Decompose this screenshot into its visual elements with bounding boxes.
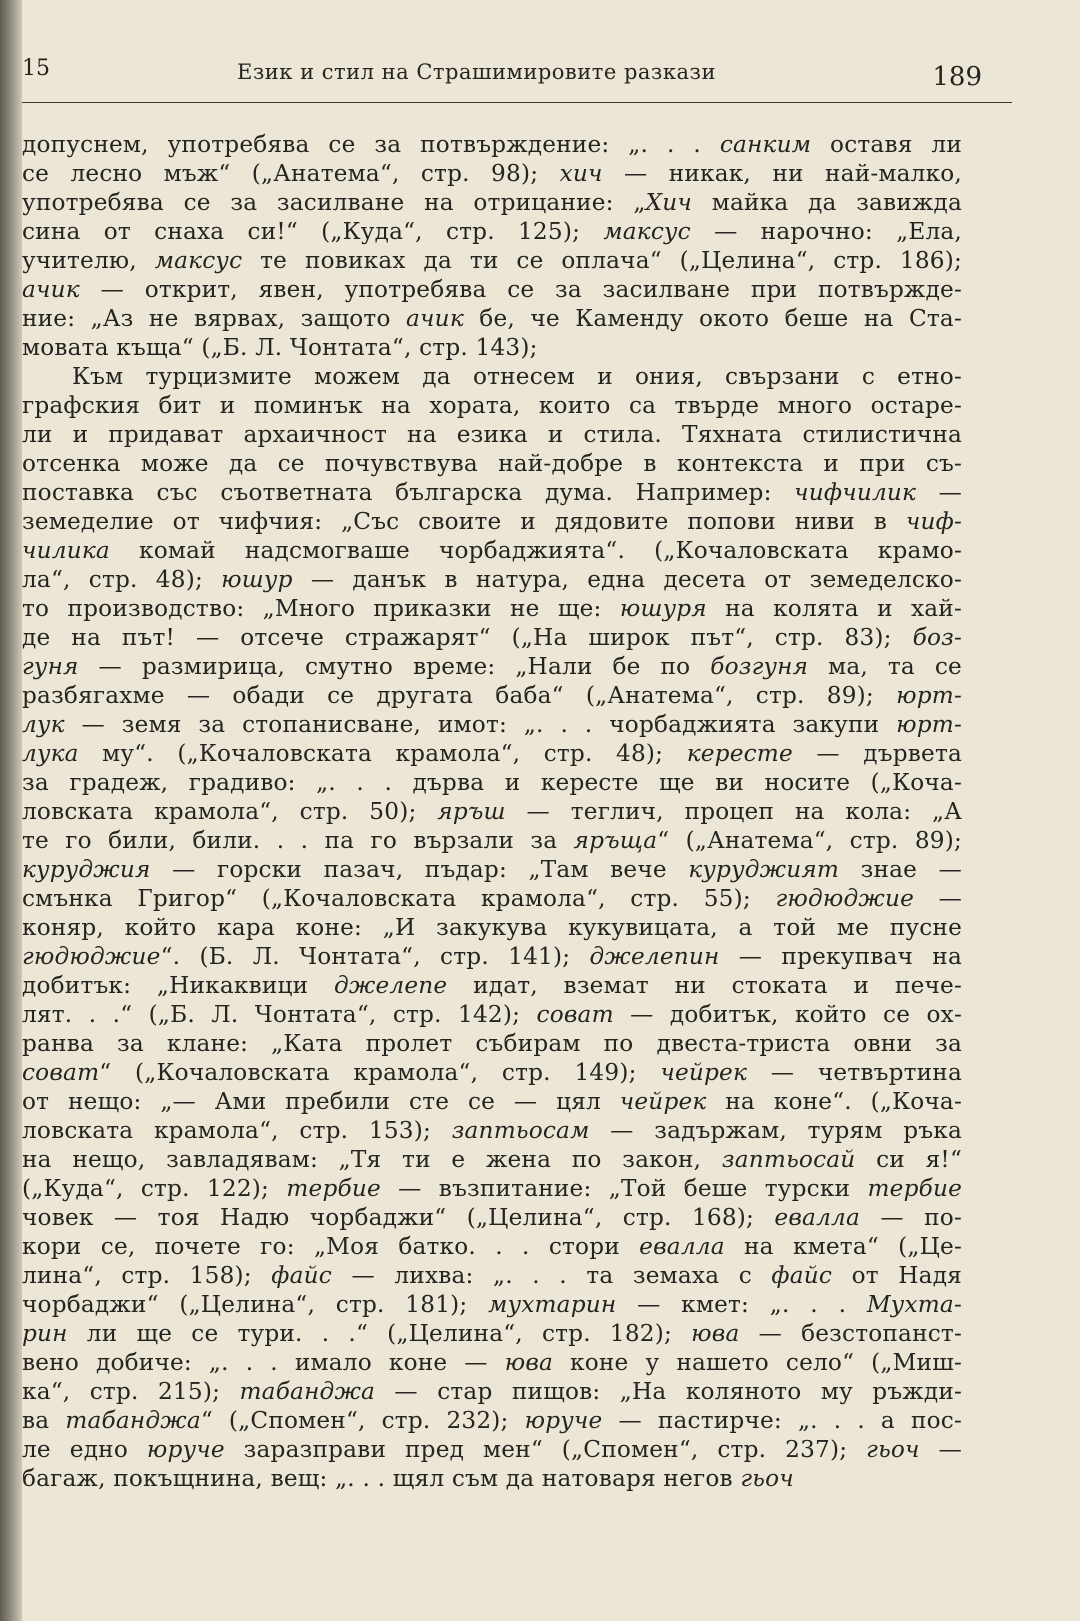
text-line: ранва за клане: „Ката пролет събирам по двеста-триста овни за <box>22 1030 962 1057</box>
text-line: ле едно юруче заразправи пред мен“ („Спомен“, стр. 237); гьоч — <box>22 1436 962 1463</box>
text-line: лят. . .“ („Б. Л. Чонтата“, стр. 142); соват — добитък, който се ох- <box>22 1001 962 1028</box>
text-line: ние: „Аз не вярвах, защото ачик бе, че Каменду окото беше на Ста- <box>22 305 962 332</box>
text-line: гюдюджие“. (Б. Л. Чонтата“, стр. 141); джелепин — прекупвач на <box>22 943 962 970</box>
text-line: ловската крамола“, стр. 153); заптьосам — задържам, турям ръка <box>22 1117 962 1144</box>
text-line: земеделие от чифчия: „Със своите и дядовите попови ниви в чиф- <box>22 508 962 535</box>
text-line: лук — земя за стопанисване, имот: „. . . чорбаджията закупи юрт- <box>22 711 962 738</box>
text-line: те го били, били. . . па го вързали за яръща“ („Анатема“, стр. 89); <box>22 827 962 854</box>
book-spine-shadow <box>0 0 22 1621</box>
text-line: Към турцизмите можем да отнесем и ония, свързани с етно- <box>72 363 962 390</box>
text-line: за градеж, градиво: „. . . дърва и кересте ще ви носите („Коча- <box>22 769 962 796</box>
text-line: ли и придават архаичност на езика и стила. Тяхната стилистична <box>22 421 962 448</box>
text-line: багаж, покъщнина, вещ: „. . . щял съм да натоваря негов гьоч <box>22 1465 794 1492</box>
text-line: вено добиче: „. . . имало коне — юва коне у нашето село“ („Миш- <box>22 1349 962 1376</box>
text-line: на нещо, завладявам: „Тя ти е жена по закон, заптьосай си я!“ <box>22 1146 963 1173</box>
text-line: чорбаджи“ („Целина“, стр. 181); мухтарин — кмет: „. . . Мухта- <box>22 1291 962 1318</box>
text-line: то производство: „Много приказки не ще: юшуря на колята и хай- <box>22 595 962 622</box>
text-line: допуснем, употребява се за потвърждение: „. . . санким оставя ли <box>22 131 962 158</box>
header-left-fragment: 15 <box>22 56 50 81</box>
header-rule <box>22 102 1012 103</box>
text-line: соват“ („Кочаловската крамола“, стр. 149); чейрек — четвъртина <box>22 1059 962 1086</box>
header-title: Език и стил на Страшимировите разкази <box>237 60 716 84</box>
text-line: се лесно мъж“ („Анатема“, стр. 98); хич — никак, ни най-малко, <box>22 160 962 187</box>
text-line: рин ли ще се тури. . .“ („Целина“, стр. 182); юва — безстопанст- <box>22 1320 962 1347</box>
book-page <box>22 0 1080 1621</box>
text-line: ка“, стр. 215); табанджа — стар пищов: „На коляното му ръжди- <box>22 1378 963 1405</box>
page-number: 189 <box>932 62 982 92</box>
text-line: мовата къща“ („Б. Л. Чонтата“, стр. 143); <box>22 334 538 361</box>
text-line: куруджия — горски пазач, пъдар: „Там вече куруджият знае — <box>22 856 962 883</box>
text-line: смънка Григор“ („Кочаловската крамола“, стр. 55); гюдюджие — <box>22 885 962 912</box>
text-line: добитък: „Никаквици джелепе идат, вземат ни стоката и пече- <box>22 972 962 999</box>
text-line: ва табанджа“ („Спомен“, стр. 232); юруче — пастирче: „. . . а пос- <box>22 1407 963 1434</box>
text-line: от нещо: „— Ами пребили сте се — цял чейрек на коне“. („Коча- <box>22 1088 962 1115</box>
text-line: лука му“. („Кочаловската крамола“, стр. 48); кересте — дървета <box>22 740 962 767</box>
text-line: разбягахме — обади се другата баба“ („Анатема“, стр. 89); юрт- <box>22 682 962 709</box>
text-line: („Куда“, стр. 122); тербие — възпитание: „Той беше турски тербие <box>22 1175 963 1202</box>
text-line: ловската крамола“, стр. 50); яръш — теглич, процеп на кола: „А <box>22 798 963 825</box>
text-line: употребява се за засилване на отрицание: „Хич майка да завижда <box>22 189 962 216</box>
text-line: чилика комай надсмогваше чорбаджията“. („Кочаловската крамо- <box>22 537 962 564</box>
text-line: лина“, стр. 158); файс — лихва: „. . . та земаха с файс от Надя <box>22 1262 962 1289</box>
text-line: учителю, максус те повиках да ти се оплача“ („Целина“, стр. 186); <box>22 247 963 274</box>
text-line: графския бит и поминък на хората, които са твърде много остаре- <box>22 392 962 419</box>
text-line: ла“, стр. 48); юшур — данък в натура, една десета от земеделско- <box>22 566 962 593</box>
text-line: сина от снаха си!“ („Куда“, стр. 125); максус — нарочно: „Ела, <box>22 218 962 245</box>
text-line: човек — тоя Надю чорбаджи“ („Целина“, стр. 168); евалла — по- <box>22 1204 962 1231</box>
text-line: ачик — открит, явен, употребява се за засилване при потвържде- <box>22 276 962 303</box>
text-line: отсенка може да се почувствува най-добре в контекста и при съ- <box>22 450 962 477</box>
text-line: гуня — размирица, смутно време: „Нали бе по бозгуня ма, та се <box>22 653 962 680</box>
text-line: кори се, почете го: „Моя батко. . . стори евалла на кмета“ („Це- <box>22 1233 962 1260</box>
text-line: де на път! — отсече стражарят“ („На широк път“, стр. 83); боз- <box>22 624 962 651</box>
text-line: коняр, който кара коне: „И закукува кукувицата, а той ме пусне <box>22 914 962 941</box>
text-line: поставка със съответната българска дума. Например: чифчилик — <box>22 479 962 506</box>
running-header <box>22 56 1022 96</box>
body-text <box>22 130 962 1493</box>
